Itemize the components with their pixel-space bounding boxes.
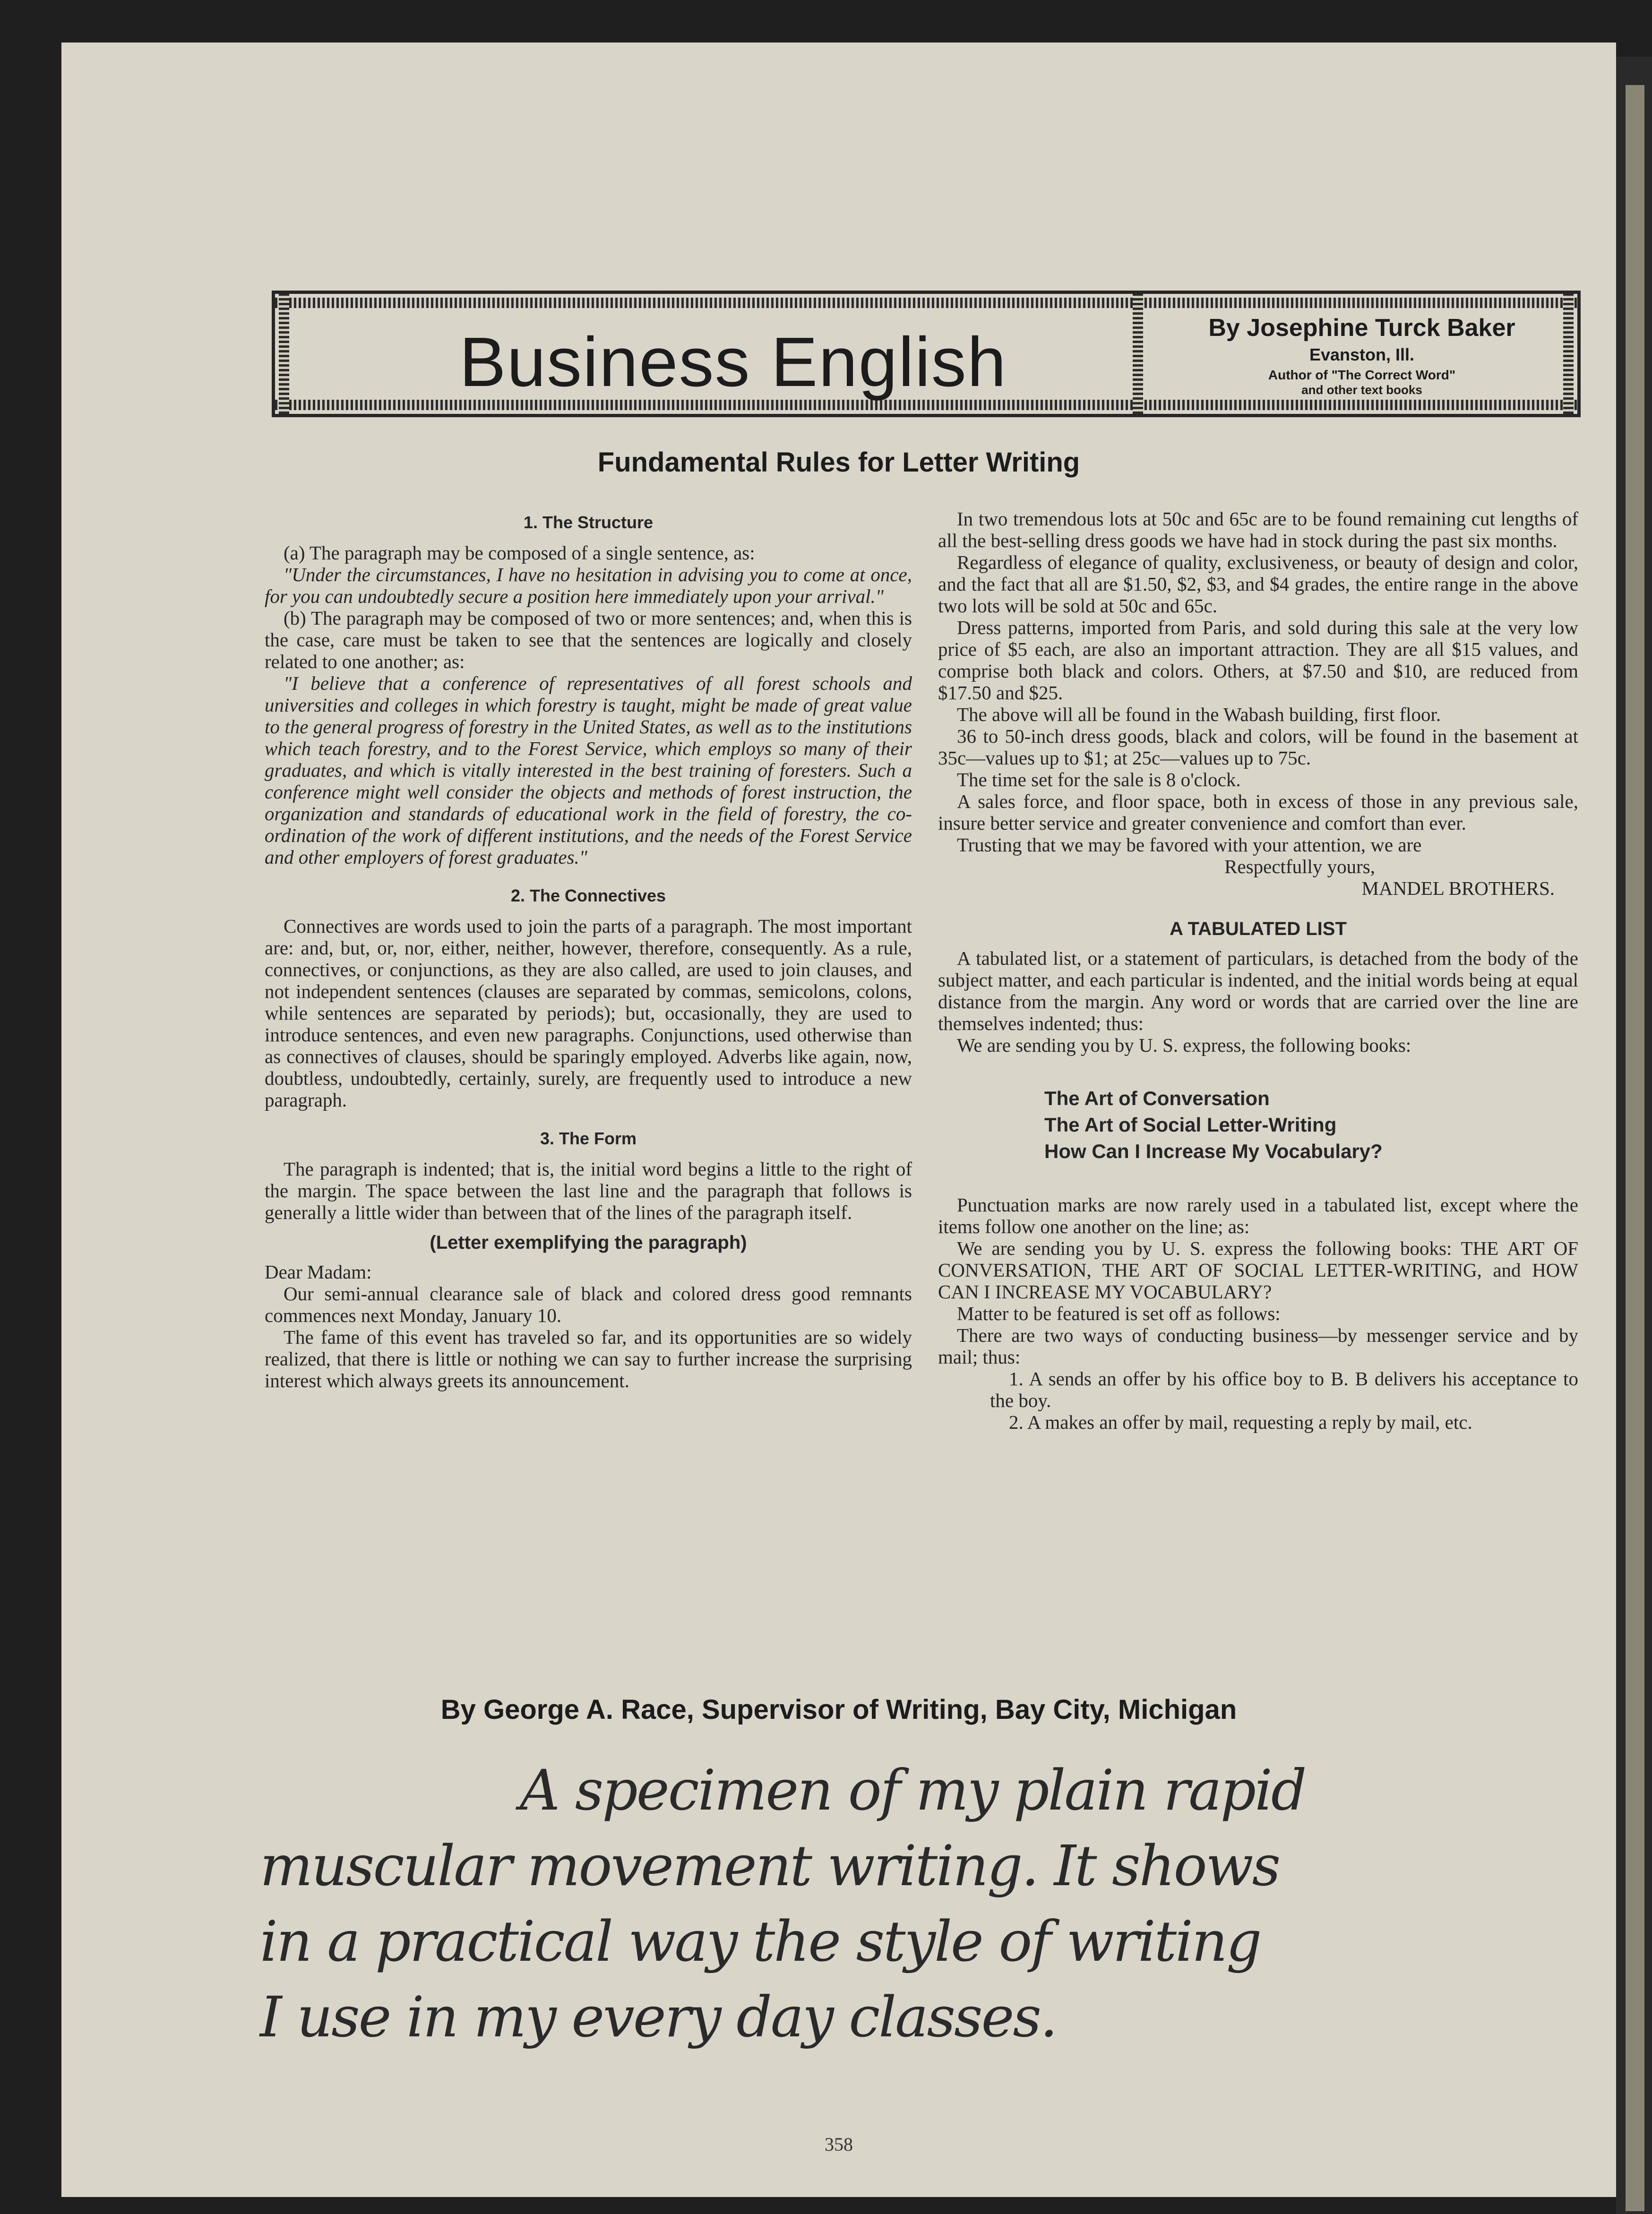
masthead-border-top [275,298,1577,308]
masthead-title: Business English [459,323,1007,401]
byline-author: By Josephine Turck Baker [1208,314,1515,342]
paragraph: Connectives are words used to join the parts of a paragraph. The most important are: and, but, or, nor, either, neither, however, therefore, consequently. As a rule, connectives, or conjunctions, as they are also called, are used to join clauses, and not independent sentences (clauses are separated by commas, semicolons, colons, while sentences are separated by periods); but, occasionally, they are used to introduce sentences, and even new paragraphs. Conjunctions, used otherwise than as connectives of clauses, should be sparingly employed. Adverbs like again, now, doubtless, undoubtedly, certainly, surely, are frequently used to introduce a new paragraph. [265,915,912,1111]
handwriting-specimen [241,1758,1611,2069]
paragraph: Punctuation marks are now rarely used in a tabulated list, except where the items follow one another on the line; as: [938,1194,1578,1237]
masthead-byline [1154,314,1570,397]
paragraph: (b) The paragraph may be composed of two or more sentences; and, when this is the case, care must be taken to see that the sentences are logically and closely related to one another; as: [265,607,912,672]
quote: "Under the circumstances, I have no hesitation in advising you to come at once, for you can undoubtedly secure a position here immediately upon your arrival." [265,564,912,607]
salutation: Dear Madam: [265,1261,372,1283]
section-heading-structure: 1. The Structure [523,513,654,532]
paragraph: The fame of this event has traveled so far, and its opportunities are so widely realized, that there is little or nothing we can say to further increase the surprising interest which always greets its announcement. [265,1326,912,1391]
script-line: in a practical way the style of writing [260,1909,1261,1974]
paragraph: The above will all be found in the Wabash building, first floor. [957,704,1441,725]
masthead-box [272,291,1581,417]
paragraph: There are two ways of conducting business—by messenger service and by mail; thus: [938,1324,1578,1368]
byline-city: Evanston, Ill. [1309,345,1415,364]
masthead-border-left [279,294,289,414]
quote: "I believe that a conference of representatives of all forest schools and universities and colleges in which forestry is taught, might be made of great value to the general progress of forestry in the United States, as well as to the institutions which teach forestry, and to the Forest Service, which employs so many of their graduates, and which is vitally interested in the best training of foresters. Such a conference might well consider the objects and methods of forest instruction, the organization and standards of educational work in the field of forestry, the co-ordination of the work of different institutions, and the needs of the Forest Service and other employers of forest graduates." [265,672,912,868]
article-title: Fundamental Rules for Letter Writing [597,447,1080,478]
script-line: muscular movement writing. It shows [260,1833,1280,1898]
list-item: 2. A makes an offer by mail, requesting a reply by mail, etc. [1009,1411,1472,1433]
signature: MANDEL BROTHERS. [1361,877,1555,899]
script-line: I use in my every day classes. [260,1984,1057,2050]
script-line: A specimen of my plain rapid [520,1758,1306,1823]
paragraph: 36 to 50-inch dress goods, black and colors, will be found in the basement at 35c—values up to $1; at 25c—values up to 75c. [938,725,1578,769]
list-item: 1. A sends an offer by his office boy to B. B delivers his acceptance to the boy. [990,1368,1578,1411]
paragraph: The paragraph is indented; that is, the initial word begins a little to the right of the margin. The space between the last line and the paragraph that follows is generally a little wider than between that of the lines of the paragraph itself. [265,1158,912,1223]
left-column [265,508,912,1391]
adjacent-page-strip [1626,85,1644,2211]
section-heading-connectives: 2. The Connectives [510,886,666,905]
closing-line: Respectfully yours, [1224,856,1375,877]
book-title: The Art of Conversation [1044,1087,1270,1109]
paragraph: A tabulated list, or a statement of particulars, is detached from the body of the subject matter, and each particular is indented, and the initial words being at equal distance from the margin. Any word or words that are carried over the line are themselves indented; thus: [938,947,1578,1034]
section-heading-form: 3. The Form [540,1129,637,1148]
byline-credit-2: and other text books [1301,383,1422,397]
byline-credit: Author of "The Correct Word" [1268,368,1456,382]
paragraph: Dress patterns, imported from Paris, and sold during this sale at the very low price of $5 each, are also an important attraction. They are all $15 values, and comprise both black and colors. Others, at $7.50 and $10, are reduced from $17.50 and $25. [938,617,1578,704]
paragraph: We are sending you by U. S. express, the following books: [957,1034,1411,1056]
book-list [1044,1085,1578,1165]
right-column [938,508,1578,1433]
page-sheet [61,43,1616,2197]
paragraph: We are sending you by U. S. express the following books: THE ART OF CONVERSATION, THE ART OF SOCIAL LETTER-WRITING, and HOW CAN I INCREASE MY VOCABULARY? [938,1237,1578,1303]
paragraph: A sales force, and floor space, both in excess of those in any previous sale, insure better service and greater convenience and comfort than ever. [938,790,1578,834]
paragraph: Our semi-annual clearance sale of black and colored dress good remnants commences next Monday, January 10. [265,1283,912,1326]
letter-heading: (Letter exemplifying the paragraph) [430,1232,747,1253]
book-title: The Art of Social Letter-Writing [1044,1114,1337,1136]
book-title: How Can I Increase My Vocabulary? [1044,1140,1383,1162]
paragraph: In two tremendous lots at 50c and 65c are to be found remaining cut lengths of all the best-selling dress goods we have had in stock during the past six months. [938,508,1578,551]
masthead-divider [1133,294,1143,414]
page-number: 358 [825,2134,853,2155]
paragraph: Trusting that we may be favored with your attention, we are [957,834,1422,856]
paragraph: (a) The paragraph may be composed of a single sentence, as: [284,542,755,564]
writing-byline: By George A. Race, Supervisor of Writing, Bay City, Michigan [440,1694,1237,1725]
paragraph: The time set for the sale is 8 o'clock. [957,769,1241,790]
tabulated-list-heading: A TABULATED LIST [1170,918,1347,939]
paragraph: Matter to be featured is set off as follows: [957,1303,1281,1324]
paragraph: Regardless of elegance of quality, exclusiveness, or beauty of design and color, and the fact that all are $1.50, $2, $3, and $4 grades, the entire range in the above two lots will be sold at 50c and 65c. [938,551,1578,617]
